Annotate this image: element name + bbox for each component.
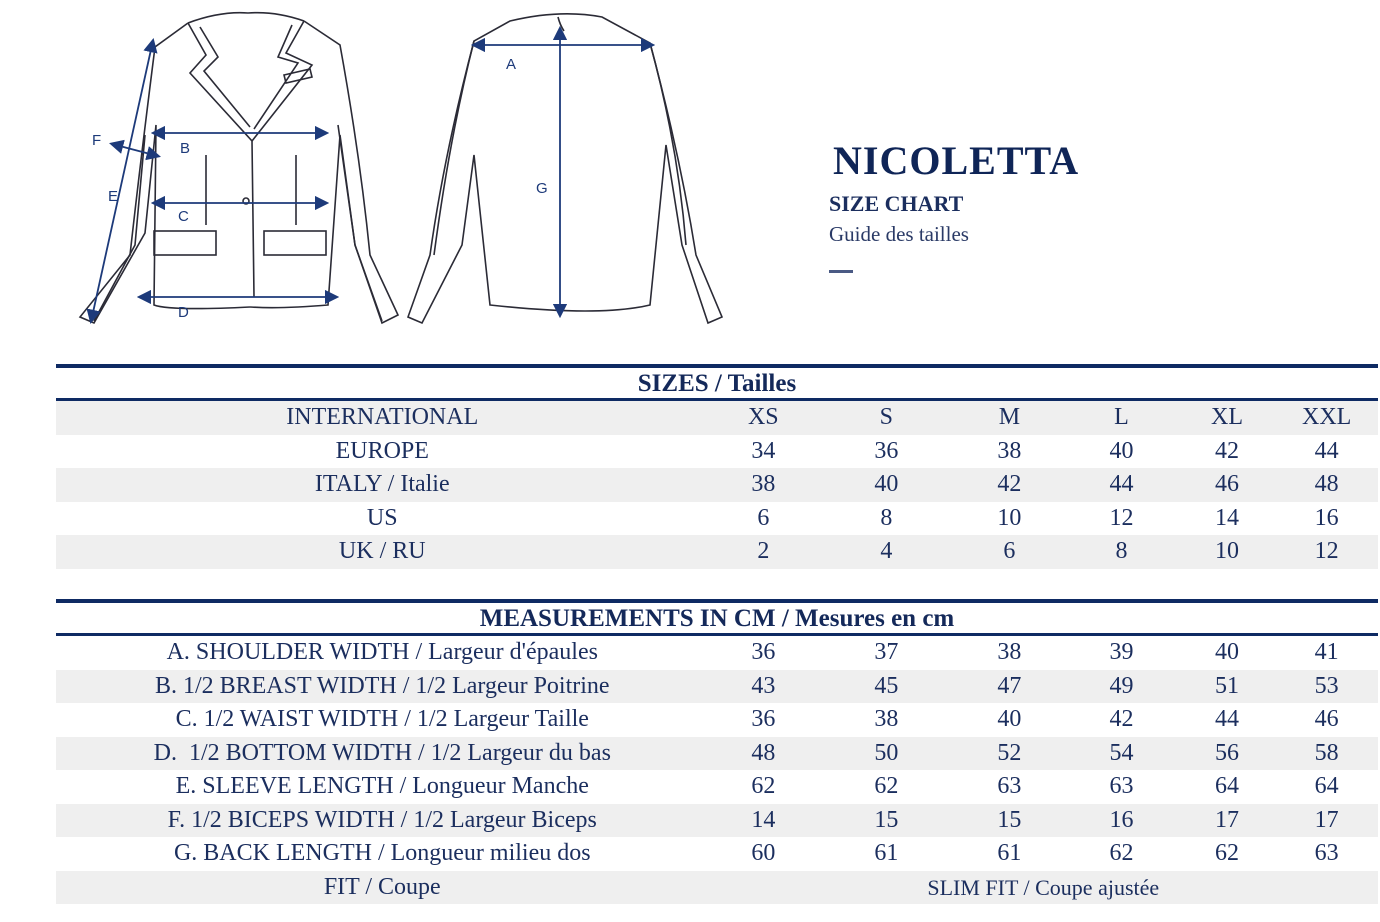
cell: 62 [1109, 840, 1134, 866]
back-measurement-arrows [478, 33, 648, 311]
sizes-table-title: SIZES / Tailles [637, 370, 797, 397]
cell: 62 [1215, 840, 1240, 866]
cell: 61 [997, 840, 1022, 866]
table-row [56, 770, 1378, 804]
cell: 51 [1215, 672, 1240, 699]
cell: 48 [751, 739, 776, 766]
cell: 42 [997, 471, 1022, 497]
row-label: F. 1/2 BICEPS WIDTH / 1/2 Largeur Biceps [167, 806, 597, 833]
cell: 47 [997, 672, 1022, 699]
cell: 10 [1215, 538, 1240, 564]
cell: 40 [1109, 437, 1134, 464]
cell: 8 [880, 504, 893, 531]
cell: 50 [874, 739, 899, 766]
label-b: B [180, 140, 191, 157]
table-row [56, 703, 1378, 737]
cell: XS [747, 404, 779, 430]
table-row [56, 468, 1378, 502]
cell: 36 [751, 706, 776, 732]
cell: 62 [874, 773, 899, 799]
cell: 2 [757, 538, 770, 564]
cell: 46 [1215, 471, 1240, 497]
cell: 4 [880, 538, 893, 564]
cell: 38 [874, 706, 899, 732]
cell: 36 [874, 437, 899, 464]
fit-label: FIT / Coupe [323, 873, 441, 900]
cell: 36 [751, 639, 776, 665]
cell: 44 [1109, 471, 1134, 497]
cell: 40 [874, 471, 899, 497]
cell: 64 [1215, 773, 1240, 799]
row-label: E. SLEEVE LENGTH / Longueur Manche [175, 773, 589, 799]
cell: 8 [1115, 538, 1128, 564]
cell: 40 [1215, 639, 1240, 665]
cell: L [1114, 404, 1129, 430]
cell: 54 [1109, 739, 1134, 766]
measurements-table [56, 599, 1378, 904]
cell: XXL [1302, 404, 1352, 430]
table-row [56, 535, 1378, 569]
cell: 6 [1003, 538, 1016, 564]
cell: 43 [751, 672, 776, 699]
cell: 63 [1314, 840, 1339, 866]
cell: 53 [1314, 672, 1339, 699]
row-label: US [366, 504, 398, 531]
jacket-measurement-diagram [70, 5, 740, 335]
cell: 44 [1314, 437, 1339, 464]
size-chart-subtitle: SIZE CHART [829, 191, 964, 216]
product-header [829, 138, 1079, 273]
cell: 49 [1109, 672, 1134, 699]
cell: 63 [1109, 773, 1134, 799]
row-label: B. 1/2 BREAST WIDTH / 1/2 Largeur Poitrine [154, 672, 610, 699]
cell: 16 [1109, 806, 1134, 833]
cell: 15 [997, 806, 1022, 833]
cell: 60 [751, 840, 776, 866]
cell: 34 [751, 437, 776, 464]
cell: 52 [997, 739, 1022, 766]
cell: 44 [1215, 706, 1240, 732]
fit-row [56, 871, 1378, 905]
table-row [56, 837, 1378, 871]
cell: 12 [1314, 538, 1339, 564]
label-d: D [178, 304, 189, 321]
header-divider [829, 270, 853, 273]
jacket-front-view [80, 13, 398, 323]
row-label: ITALY / Italie [314, 471, 450, 497]
cell: 14 [1215, 504, 1240, 531]
product-title: NICOLETTA [833, 138, 1080, 183]
jacket-back-view [408, 14, 722, 323]
cell: 6 [757, 504, 770, 531]
label-g: G [536, 180, 548, 197]
cell: 62 [751, 773, 776, 799]
label-f: F [92, 132, 102, 149]
cell: 64 [1314, 773, 1339, 799]
table-row [56, 401, 1378, 435]
cell: 45 [874, 672, 899, 699]
label-c: C [178, 208, 189, 225]
row-label: A. SHOULDER WIDTH / Largeur d'épaules [166, 639, 598, 665]
row-label: C. 1/2 WAIST WIDTH / 1/2 Largeur Taille [175, 706, 589, 732]
row-label: D. 1/2 BOTTOM WIDTH / 1/2 Largeur du bas [153, 739, 611, 766]
size-chart-subtitle-fr: Guide des tailles [829, 222, 969, 246]
table-row [56, 804, 1378, 838]
cell: S [879, 404, 894, 430]
table-row [56, 636, 1378, 670]
measurements-table-title: MEASUREMENTS IN CM / Mesures en cm [479, 605, 955, 632]
cell: 38 [751, 471, 776, 497]
cell: 42 [1109, 706, 1134, 732]
cell: 16 [1314, 504, 1339, 531]
cell: 17 [1314, 806, 1339, 833]
cell: 17 [1215, 806, 1240, 833]
cell: 48 [1314, 471, 1339, 497]
row-label: EUROPE [335, 437, 429, 464]
cell: 38 [997, 639, 1022, 665]
cell: 41 [1314, 639, 1339, 665]
row-label: UK / RU [338, 538, 426, 564]
cell: 14 [751, 806, 776, 833]
sizes-table [56, 364, 1378, 569]
cell: 46 [1314, 706, 1339, 732]
cell: 15 [874, 806, 899, 833]
label-a: A [506, 56, 517, 73]
cell: 42 [1215, 437, 1240, 464]
cell: 63 [997, 773, 1022, 799]
table-row [56, 670, 1378, 704]
label-e: E [108, 188, 119, 205]
table-row [56, 502, 1378, 536]
row-label: G. BACK LENGTH / Longueur milieu dos [173, 840, 591, 866]
cell: 10 [997, 504, 1022, 531]
table-row [56, 435, 1378, 469]
cell: 37 [874, 639, 899, 665]
cell: M [998, 404, 1021, 430]
cell: 61 [874, 840, 899, 866]
cell: 58 [1314, 739, 1339, 766]
cell: XL [1211, 404, 1244, 430]
cell: 12 [1109, 504, 1134, 531]
table-row [56, 737, 1378, 771]
row-label: INTERNATIONAL [286, 404, 479, 430]
fit-value: SLIM FIT / Coupe ajustée [927, 874, 1160, 900]
cell: 56 [1215, 739, 1240, 766]
cell: 40 [997, 706, 1022, 732]
cell: 39 [1109, 639, 1134, 665]
cell: 38 [997, 437, 1022, 464]
